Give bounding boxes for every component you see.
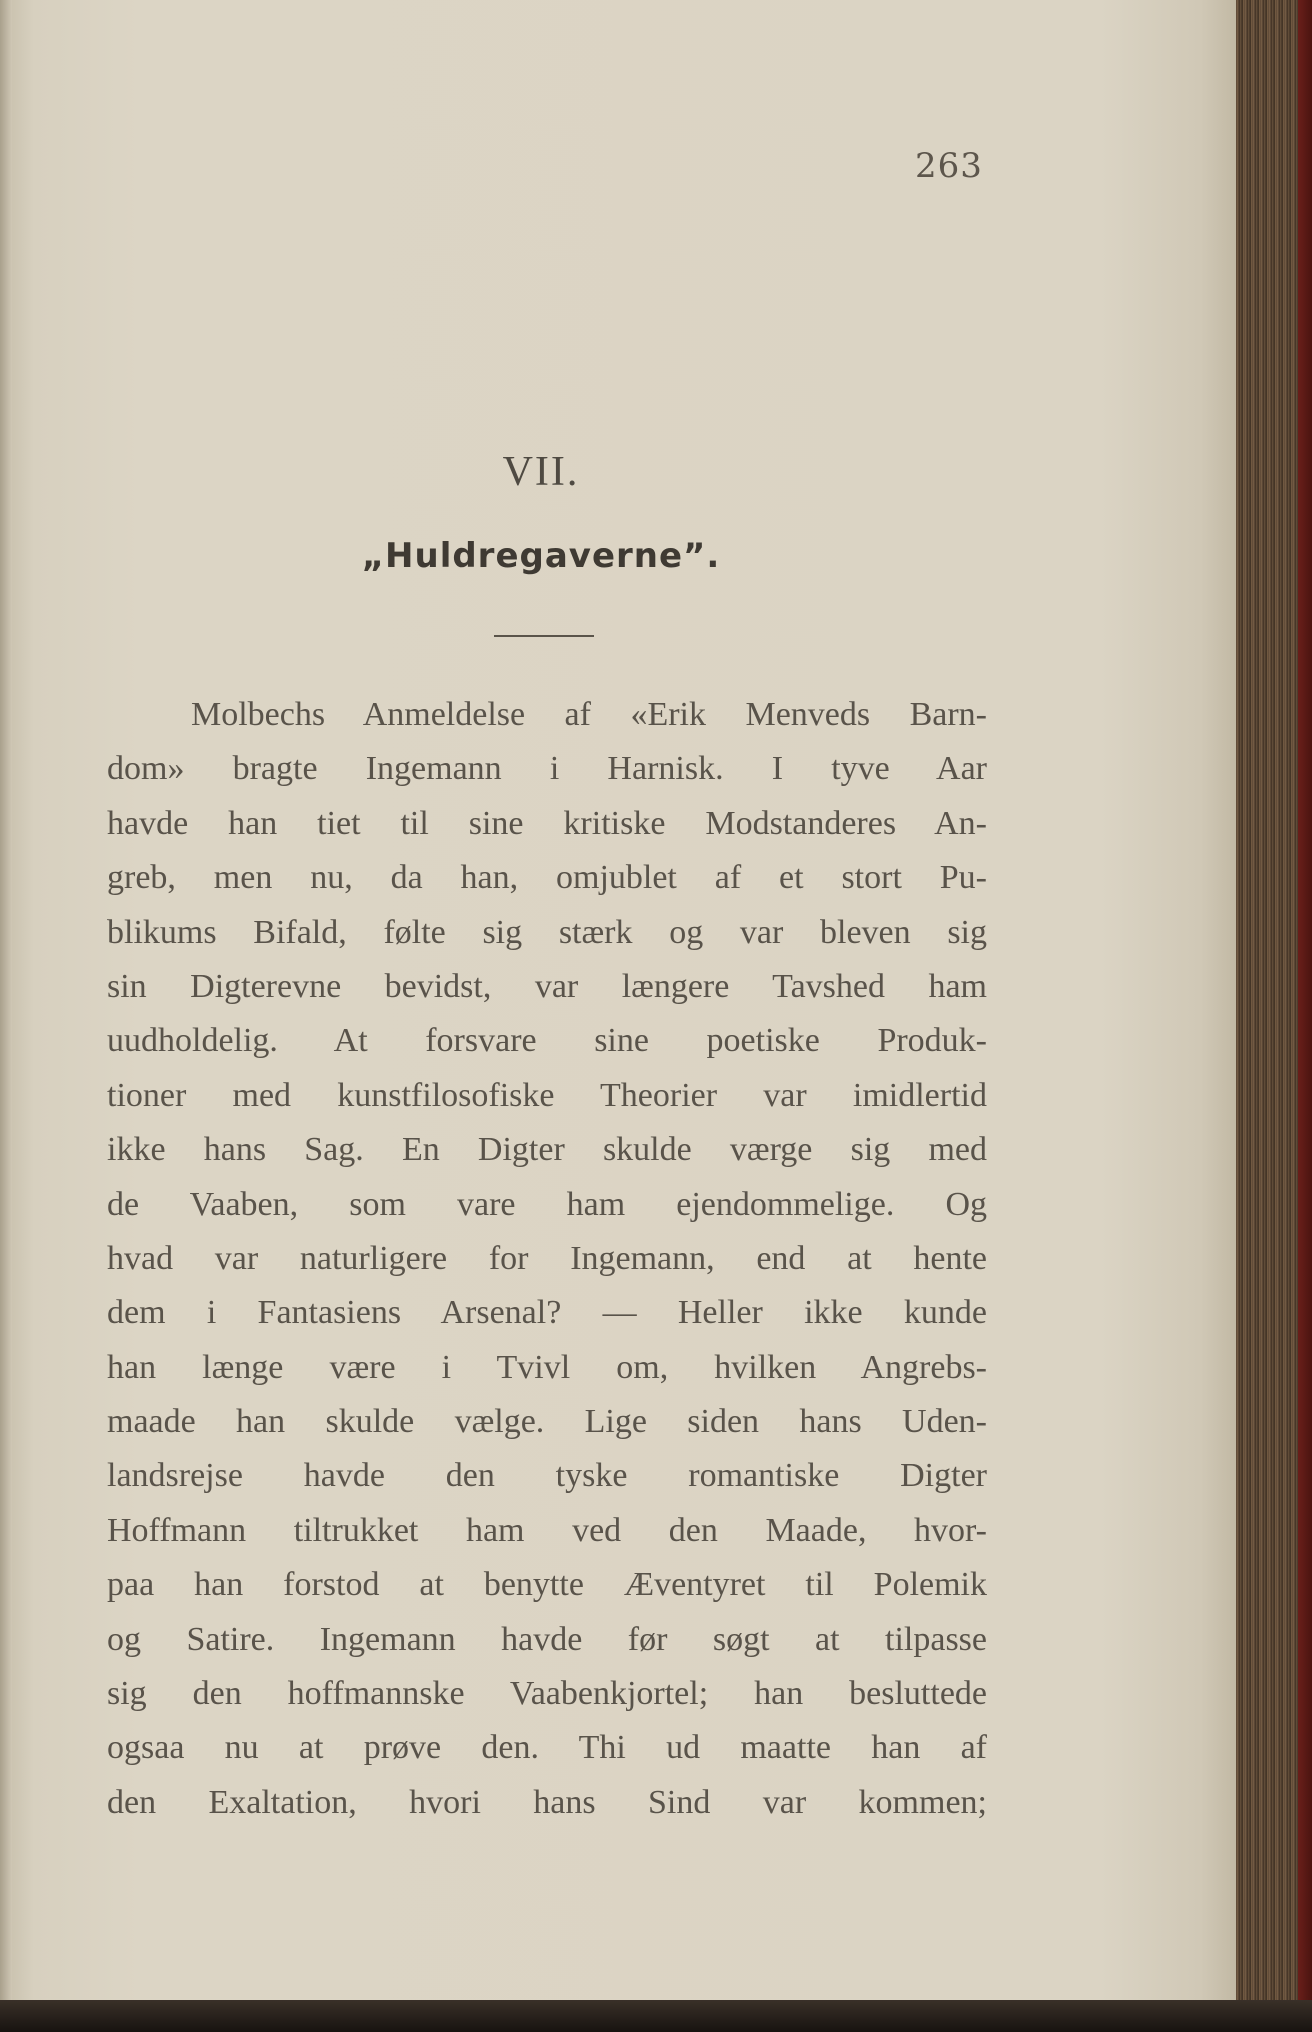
book-bottom-edge: [0, 2000, 1312, 2032]
text-line: Molbechs Anmeldelse af «Erik Menveds Barn-: [191, 696, 987, 733]
text-line: ikke hans Sag. En Digter skulde værge sig med: [107, 1131, 987, 1169]
text-line: paa han forstod at benytte Æventyret til Polemik: [107, 1566, 987, 1604]
text-line: uudholdelig. At forsvare sine poetiske Produk-: [107, 1022, 987, 1060]
text-line: den Exaltation, hvori hans Sind var kommen;: [107, 1783, 987, 1821]
text-line: tioner med kunstfilosofiske Theorier var imidlertid: [107, 1076, 987, 1114]
chapter-number: VII.: [502, 449, 580, 495]
spine-gutter: [0, 0, 12, 2000]
text-line: han længe være i Tvivl om, hvilken Angrebs-: [107, 1348, 987, 1386]
body-text: [107, 688, 987, 1830]
text-line: sig den hoffmannske Vaabenkjortel; han besluttede: [107, 1675, 987, 1713]
text-line: hvad var naturligere for Ingemann, end at hente: [107, 1239, 987, 1277]
text-line: ogsaa nu at prøve den. Thi ud maatte han af: [107, 1729, 987, 1767]
chapter-title: „Huldregaverne”.: [361, 536, 721, 576]
text-line: maade han skulde vælge. Lige siden hans Uden-: [107, 1403, 987, 1441]
text-line: greb, men nu, da han, omjublet af et stort Pu-: [107, 859, 987, 897]
text-line: dem i Fantasiens Arsenal? — Heller ikke kunde: [107, 1294, 987, 1332]
page-number: 263: [915, 146, 983, 186]
text-line: blikums Bifald, følte sig stærk og var bleven sig: [107, 913, 987, 951]
text-line: havde han tiet til sine kritiske Modstanderes An-: [107, 804, 987, 842]
text-line: de Vaaben, som vare ham ejendommelige. Og: [107, 1185, 987, 1223]
text-line: dom» bragte Ingemann i Harnisk. I tyve Aar: [107, 750, 987, 788]
text-line: og Satire. Ingemann havde før søgt at tilpasse: [107, 1620, 987, 1658]
text-line: sin Digterevne bevidst, var længere Tavshed ham: [107, 967, 987, 1005]
title-divider: [494, 635, 594, 637]
text-line: Hoffmann tiltrukket ham ved den Maade, hvor-: [107, 1511, 987, 1549]
text-line: landsrejse havde den tyske romantiske Digter: [107, 1457, 987, 1495]
book-page-edges: [1236, 0, 1312, 2032]
